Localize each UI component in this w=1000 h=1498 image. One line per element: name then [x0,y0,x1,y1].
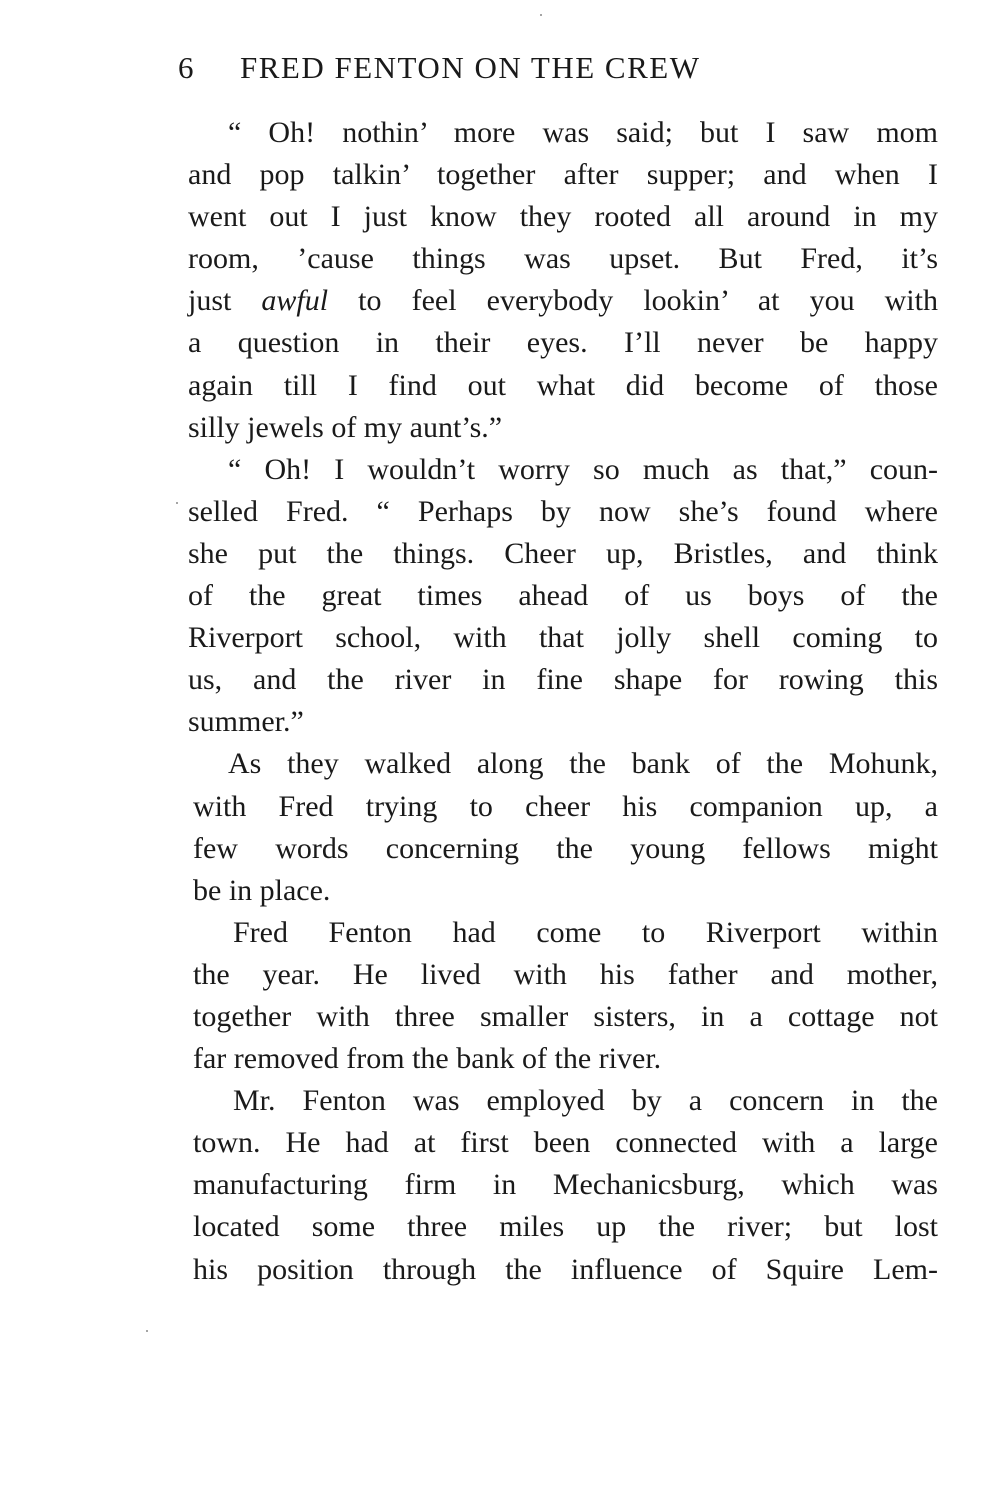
text-line: far removed from the bank of the river. [193,1042,662,1076]
scan-speck [176,502,178,504]
text-line: she put the things. Cheer up, Bristles, and think [188,536,938,570]
scan-speck [146,1330,148,1332]
text-line: a question in their eyes. I’ll never be happy [188,326,938,360]
text-line: room, ’cause things was upset. But Fred, it’s [188,242,938,276]
italic-word: awful [261,284,329,318]
text-line: As they walked along the bank of the Mohunk, [228,747,938,781]
text-line: with Fred trying to cheer his companion up, a [193,789,938,823]
text-line [188,280,938,322]
text-line: Riverport school, with that jolly shell coming to [188,621,938,655]
text-line: few words concerning the young fellows might [193,831,938,865]
page-number: 6 [178,50,195,85]
text-line: “ Oh! nothin’ more was said; but I saw mom [228,116,938,149]
scan-speck [540,14,542,16]
text-line: Fred Fenton had come to Riverport within [233,915,938,949]
text-line: again till I find out what did become of those [188,368,938,402]
running-title: FRED FENTON ON THE CREW [240,50,701,85]
running-head [178,46,858,90]
body-text [188,112,938,1291]
text-line: summer.” [188,705,304,739]
text-line: Mr. Fenton was employed by a concern in the [233,1084,938,1118]
text-line: of the great times ahead of us boys of the [188,579,938,613]
text-line: be in place. [193,873,331,907]
text-line: manufacturing firm in Mechanicsburg, which was [193,1168,938,1202]
text-line: the year. He lived with his father and mother, [193,957,938,991]
text-line: went out I just know they rooted all around in my [188,200,938,234]
text-run: just [188,284,262,318]
text-line: located some three miles up the river; but lost [193,1210,938,1244]
text-line: together with three smaller sisters, in a cottage not [193,999,938,1033]
text-line: silly jewels of my aunt’s.” [188,410,503,444]
text-line: “ Oh! I wouldn’t worry so much as that,” coun- [228,452,938,486]
text-run: to feel everybody lookin’ at you with [328,284,938,318]
text-line: us, and the river in fine shape for rowing this [188,663,938,697]
text-line: and pop talkin’ together after supper; and when I [188,158,938,192]
text-line: his position through the influence of Squire Lem- [193,1252,938,1286]
text-line: selled Fred. “ Perhaps by now she’s found where [188,494,938,528]
text-line: town. He had at first been connected with a large [193,1126,938,1160]
